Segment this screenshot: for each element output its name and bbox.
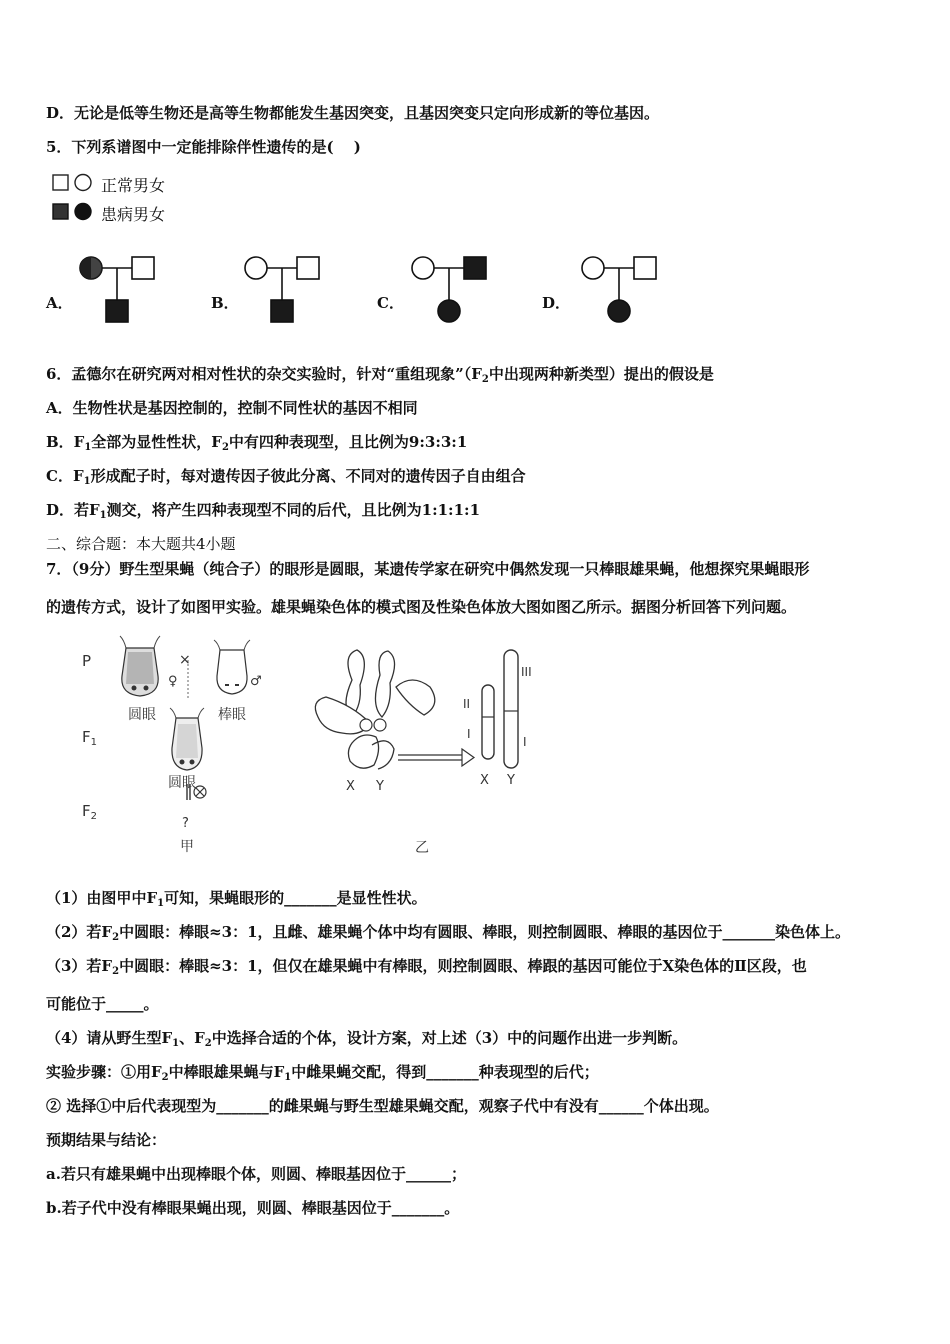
arrow-icon (462, 749, 474, 766)
q6-option-d: D．若$F_1$测交，将产生四种表现型不同的后代，且比例为1:1:1:1 (46, 501, 481, 521)
pedigree-d (578, 254, 662, 326)
fig-female-symbol: ♀ (168, 674, 178, 689)
legend-affected-label: 患病男女 (101, 205, 166, 224)
affected-male-symbol (53, 204, 68, 219)
region-iii-label: III (521, 665, 532, 679)
q7-stem-line1: 7．（9分）野生型果蝇（纯合子）的眼形是圆眼，某遗传学家在研究中偶然发现一只棒眼雄果蝇，他想探究果蝇眼形 (46, 560, 810, 578)
q7-part2: （2）若$F_2$中圆眼：棒眼≈3：1，且雌、雄果蝇个体中均有圆眼、棒眼，则控制圆眼、棒眼的基因位于_______染色体上。 (46, 923, 851, 943)
chromosome-karyotype (312, 645, 552, 795)
pedigree-a-label: A． (46, 294, 73, 312)
enlarged-x-label: X (480, 773, 489, 788)
q7-result-b: b.若子代中没有棒眼果蝇出现，则圆、棒眼基因位于_______。 (46, 1199, 460, 1217)
q7-result-a: a.若只有雄果蝇中出现棒眼个体，则圆、棒眼基因位于______； (46, 1165, 466, 1183)
pedigree-c (408, 254, 492, 326)
x-chromosome (482, 685, 494, 759)
figure-jia (70, 630, 270, 860)
fig-male-symbol: ♂ (250, 674, 262, 689)
q6-stem: 6．孟德尔在研究两对相对性状的杂交实验时，针对“重组现象$”(F_2$中出现两种新类型）提出的假设是 (46, 365, 714, 385)
y-chromosome (504, 650, 518, 768)
q7-part3-line1: （3）若$F_2$中圆眼：棒眼≈3：1，但仅在雄果蝇中有棒眼，则控制圆眼、棒跟的基因可能位于X染色体的Ⅱ区段，也 (46, 957, 807, 977)
fig-label-bar-eye: 棒眼 (218, 707, 246, 723)
fig-label-f1: $F_1$ (82, 728, 98, 748)
q6-option-a: A．生物性状是基因控制的，控制不同性状的基因不相同 (46, 399, 418, 417)
q7-expect-heading: 预期结果与结论： (46, 1131, 167, 1149)
pedigree-b-label: B． (211, 294, 239, 312)
fly-drawings (118, 636, 268, 836)
karyotype-y-label: Y (376, 779, 384, 794)
q4-option-d: D．无论是低等生物还是高等生物都能发生基因突变，且基因突变只定向形成新的等位基因。 (46, 104, 660, 122)
f1-fly-icon (170, 708, 204, 770)
pedigree-d-label: D． (542, 294, 571, 312)
q6-option-b: B．$F_1$全部为显性性状，$F_2$中有四种表现型，且比例为9:3:3:1 (46, 433, 468, 453)
normal-male-symbol (53, 175, 68, 190)
fig-caption-jia: 甲 (180, 839, 194, 855)
karyotype-x-label: X (346, 779, 355, 794)
q7-part3-line2: 可能位于_____。 (46, 995, 159, 1013)
q7-part4: （4）请从野生型$F_1$、$F_2$中选择合适的个体，设计方案，对上述（3）中的问题作出进一步判断。 (46, 1029, 688, 1049)
affected-female-symbol (75, 204, 91, 220)
pedigree-a (76, 254, 160, 326)
fig-label-f1-round-eye: 圆眼 (168, 775, 196, 791)
pedigree-b (241, 254, 325, 326)
section-heading: 二、综合题：本大题共4小题 (46, 535, 236, 553)
enlarged-y-label: Y (507, 773, 515, 788)
region-ii-label: II (463, 697, 471, 711)
pedigree-legend-symbols (52, 172, 92, 222)
q7-step1: 实验步骤：①用$F_2$中棒眼雄果蝇与$F_1$中雌果蝇交配，得到_______种表现型的后代； (46, 1063, 599, 1083)
male-fly-icon (214, 640, 250, 694)
fig-label-p: P (82, 652, 92, 670)
region-i-label-y: I (523, 735, 527, 749)
fig-question-mark: ? (182, 816, 189, 831)
fig-label-f2: $F_2$ (82, 802, 98, 822)
q6-option-c: C．$F_1$形成配子时，每对遗传因子彼此分离、不同对的遗传因子自由组合 (46, 467, 526, 487)
normal-female-symbol (75, 175, 91, 191)
fig-caption-yi: 乙 (415, 840, 429, 856)
q5-stem: 5．下列系谱图中一定能排除伴性遗传的是( ) (46, 138, 361, 156)
q7-part1: （1）由图甲中$F_1$可知，果蝇眼形的_______是显性性状。 (46, 889, 427, 909)
figure-yi (312, 645, 552, 860)
fig-label-round-eye: 圆眼 (128, 707, 156, 723)
q7-step2: ② 选择①中后代表现型为_______的雌果蝇与野生型雄果蝇交配，观察子代中有没有______个体出现。 (46, 1097, 719, 1115)
fig-cross-symbol: × (179, 652, 191, 668)
q7-stem-line2: 的遗传方式，设计了如图甲实验。雄果蝇染色体的模式图及性染色体放大图如图乙所示。据图分析回答下列问题。 (46, 598, 797, 616)
legend-normal-label: 正常男女 (101, 176, 166, 195)
pedigree-c-label: C． (377, 294, 404, 312)
region-i-label-x: I (467, 727, 471, 741)
female-fly-icon (120, 636, 160, 696)
